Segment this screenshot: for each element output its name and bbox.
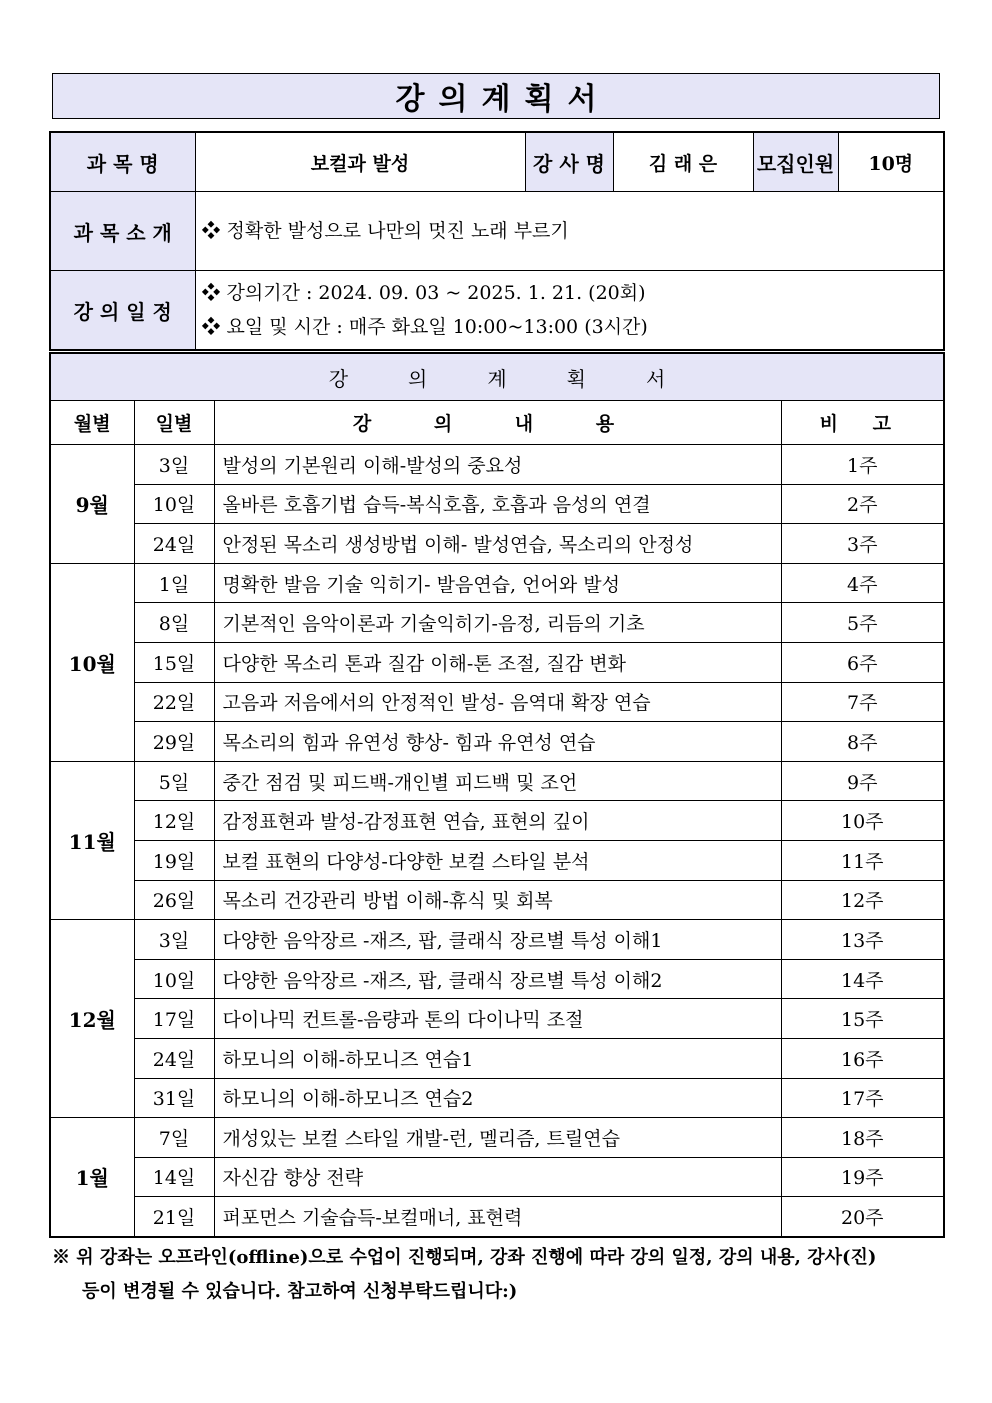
lecture-plan-table xyxy=(49,352,945,1238)
content-cell: 하모니의 이해-하모니즈 연습2 xyxy=(214,1078,781,1118)
week-cell: 13주 xyxy=(781,920,944,960)
day-cell: 19일 xyxy=(134,840,214,880)
plan-section-title xyxy=(50,353,944,401)
table-row xyxy=(50,445,944,485)
content-cell: 목소리의 힘과 유연성 향상- 힘과 유연성 연습 xyxy=(214,722,781,762)
week-cell: 16주 xyxy=(781,1038,944,1078)
day-cell: 22일 xyxy=(134,682,214,722)
week-cell: 14주 xyxy=(781,959,944,999)
week-cell: 1주 xyxy=(781,445,944,485)
week-cell: 17주 xyxy=(781,1078,944,1118)
day-cell: 1일 xyxy=(134,563,214,603)
table-row xyxy=(50,484,944,524)
day-cell: 5일 xyxy=(134,761,214,801)
week-cell: 19주 xyxy=(781,1157,944,1197)
day-cell: 10일 xyxy=(134,959,214,999)
table-row xyxy=(50,801,944,841)
table-row xyxy=(50,1118,944,1158)
table-row xyxy=(50,1197,944,1237)
intro-row xyxy=(50,192,944,271)
instructor-value: 김 래 은 xyxy=(613,132,753,192)
schedule-value xyxy=(195,271,944,351)
day-cell: 17일 xyxy=(134,999,214,1039)
day-cell: 21일 xyxy=(134,1197,214,1237)
content-cell: 자신감 향상 전략 xyxy=(214,1157,781,1197)
document-title xyxy=(52,73,940,119)
month-cell: 10월 xyxy=(50,563,134,761)
plan-section-title-text: 강의계획서 xyxy=(328,366,726,391)
header-note-text: 비 고 xyxy=(819,413,905,435)
notice xyxy=(52,1241,944,1309)
header-day: 일별 xyxy=(134,401,214,445)
week-cell: 3주 xyxy=(781,524,944,564)
month-cell: 1월 xyxy=(50,1118,134,1237)
day-cell: 3일 xyxy=(134,920,214,960)
table-row xyxy=(50,959,944,999)
content-cell: 중간 점검 및 피드백-개인별 피드백 및 조언 xyxy=(214,761,781,801)
intro-label: 과 목 소 개 xyxy=(50,192,195,271)
header-note xyxy=(781,401,944,445)
week-cell: 12주 xyxy=(781,880,944,920)
content-cell: 개성있는 보컬 스타일 개발-런, 멜리즘, 트릴연습 xyxy=(214,1118,781,1158)
week-cell: 18주 xyxy=(781,1118,944,1158)
header-content xyxy=(214,401,781,445)
schedule-label: 강 의 일 정 xyxy=(50,271,195,351)
month-cell: 9월 xyxy=(50,445,134,564)
table-row xyxy=(50,1157,944,1197)
day-cell: 7일 xyxy=(134,1118,214,1158)
table-row xyxy=(50,1038,944,1078)
day-cell: 26일 xyxy=(134,880,214,920)
day-cell: 14일 xyxy=(134,1157,214,1197)
document-title-text: 강의계획서 xyxy=(395,82,611,117)
week-cell: 9주 xyxy=(781,761,944,801)
week-cell: 20주 xyxy=(781,1197,944,1237)
content-cell: 명확한 발음 기술 익히기- 발음연습, 언어와 발성 xyxy=(214,563,781,603)
week-cell: 10주 xyxy=(781,801,944,841)
content-cell: 다양한 음악장르 -재즈, 팝, 클래식 장르별 특성 이해2 xyxy=(214,959,781,999)
table-row xyxy=(50,999,944,1039)
intro-value: ❖ 정확한 발성으로 나만의 멋진 노래 부르기 xyxy=(195,192,944,271)
table-row xyxy=(50,920,944,960)
week-cell: 15주 xyxy=(781,999,944,1039)
day-cell: 15일 xyxy=(134,642,214,682)
day-cell: 24일 xyxy=(134,524,214,564)
table-row xyxy=(50,524,944,564)
schedule-row xyxy=(50,271,944,351)
day-cell: 31일 xyxy=(134,1078,214,1118)
month-cell: 11월 xyxy=(50,761,134,919)
week-cell: 6주 xyxy=(781,642,944,682)
table-row xyxy=(50,880,944,920)
week-cell: 7주 xyxy=(781,682,944,722)
capacity-value: 10명 xyxy=(838,132,944,192)
plan-section-title-row xyxy=(50,353,944,401)
content-cell: 다양한 목소리 톤과 질감 이해-톤 조절, 질감 변화 xyxy=(214,642,781,682)
subject-row xyxy=(50,132,944,192)
day-cell: 29일 xyxy=(134,722,214,762)
day-cell: 10일 xyxy=(134,484,214,524)
week-cell: 8주 xyxy=(781,722,944,762)
table-row xyxy=(50,840,944,880)
table-row xyxy=(50,642,944,682)
header-month: 월별 xyxy=(50,401,134,445)
notice-line-1: ※ 위 강좌는 오프라인(offline)으로 수업이 진행되며, 강좌 진행에 따라 강의 일정, 강의 내용, 강사(진) xyxy=(52,1247,877,1268)
content-cell: 발성의 기본원리 이해-발성의 중요성 xyxy=(214,445,781,485)
table-row xyxy=(50,563,944,603)
content-cell: 올바른 호흡기법 습득-복식호흡, 호흡과 음성의 연결 xyxy=(214,484,781,524)
capacity-label: 모집인원 xyxy=(753,132,838,192)
plan-header-row xyxy=(50,401,944,445)
day-cell: 24일 xyxy=(134,1038,214,1078)
content-cell: 다이나믹 컨트롤-음량과 톤의 다이나믹 조절 xyxy=(214,999,781,1039)
subject-label: 과 목 명 xyxy=(50,132,195,192)
week-cell: 4주 xyxy=(781,563,944,603)
table-row xyxy=(50,722,944,762)
table-row xyxy=(50,1078,944,1118)
content-cell: 하모니의 이해-하모니즈 연습1 xyxy=(214,1038,781,1078)
course-info-table xyxy=(49,131,945,351)
table-row xyxy=(50,682,944,722)
week-cell: 5주 xyxy=(781,603,944,643)
content-cell: 퍼포먼스 기술습득-보컬매너, 표현력 xyxy=(214,1197,781,1237)
header-content-text: 강 의 내 용 xyxy=(352,413,643,435)
course-period: ❖ 강의기간 : 2024. 09. 03 ~ 2025. 1. 21. (20회) xyxy=(201,282,646,304)
content-cell: 다양한 음악장르 -재즈, 팝, 클래식 장르별 특성 이해1 xyxy=(214,920,781,960)
content-cell: 보컬 표현의 다양성-다양한 보컬 스타일 분석 xyxy=(214,840,781,880)
week-cell: 2주 xyxy=(781,484,944,524)
notice-line-2: 등이 변경될 수 있습니다. 참고하여 신청부탁드립니다:) xyxy=(82,1281,518,1302)
content-cell: 고음과 저음에서의 안정적인 발성- 음역대 확장 연습 xyxy=(214,682,781,722)
day-cell: 8일 xyxy=(134,603,214,643)
subject-value: 보컬과 발성 xyxy=(195,132,525,192)
content-cell: 안정된 목소리 생성방법 이해- 발성연습, 목소리의 안정성 xyxy=(214,524,781,564)
content-cell: 목소리 건강관리 방법 이해-휴식 및 회복 xyxy=(214,880,781,920)
day-cell: 12일 xyxy=(134,801,214,841)
course-time: ❖ 요일 및 시간 : 매주 화요일 10:00~13:00 (3시간) xyxy=(201,316,648,338)
table-row xyxy=(50,761,944,801)
instructor-label: 강 사 명 xyxy=(525,132,613,192)
day-cell: 3일 xyxy=(134,445,214,485)
week-cell: 11주 xyxy=(781,840,944,880)
content-cell: 감정표현과 발성-감정표현 연습, 표현의 깊이 xyxy=(214,801,781,841)
table-row xyxy=(50,603,944,643)
month-cell: 12월 xyxy=(50,920,134,1118)
content-cell: 기본적인 음악이론과 기술익히기-음정, 리듬의 기초 xyxy=(214,603,781,643)
